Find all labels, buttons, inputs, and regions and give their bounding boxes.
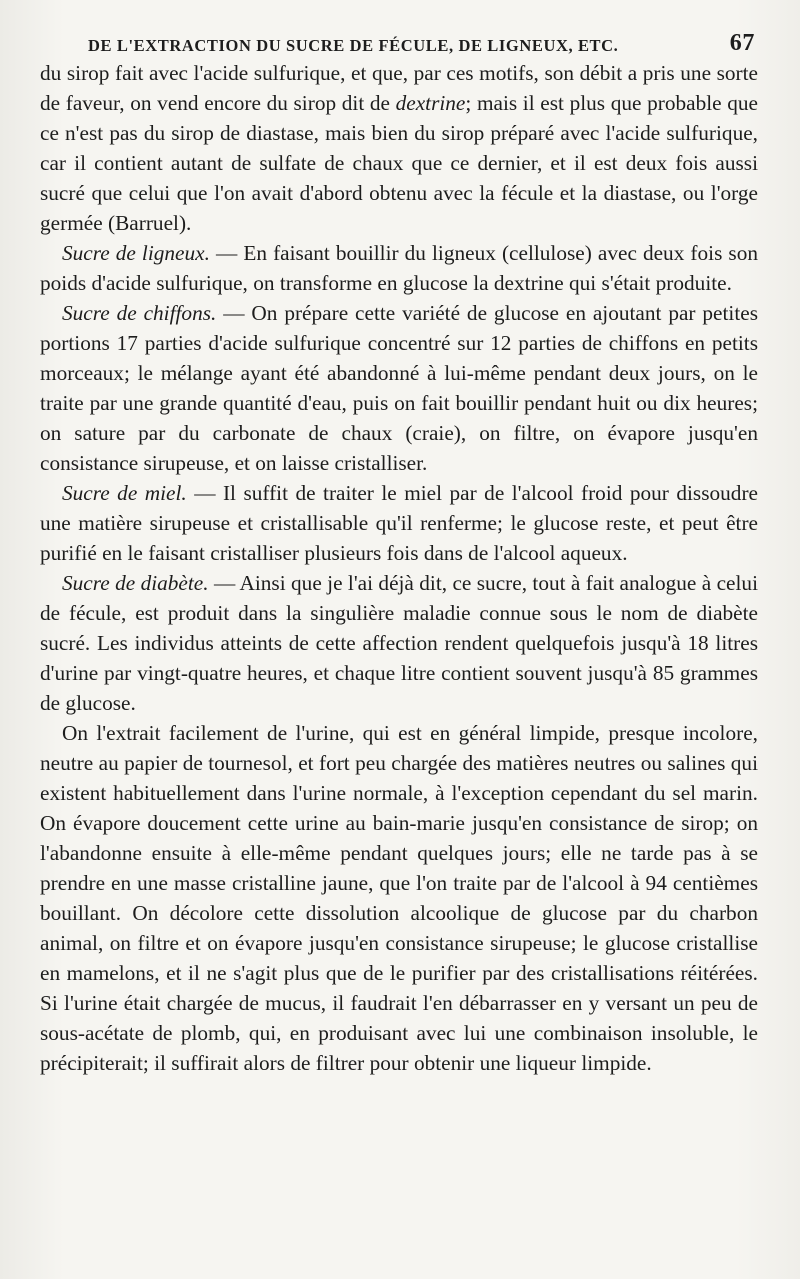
paragraph-sucre-de-miel: Sucre de miel. — Il suffit de traiter le miel par de l'alcool froid pour dissoudre une matière sirupeuse et cristallisable qu'il renferme; le glucose reste, et peut être purifié en le faisant cristalliser plusieurs fois dans de l'alcool aqueux. — [40, 481, 758, 565]
paragraph-sucre-de-ligneux: Sucre de ligneux. — En faisant bouillir du ligneux (cellulose) avec deux fois son poids d'acide sulfurique, on transforme en glucose la dextrine qui s'était produite. — [40, 241, 758, 295]
paragraph-continuation: du sirop fait avec l'acide sulfurique, et que, par ces motifs, son débit a pris une sorte de faveur, on vend encore du sirop dit de dextrine; mais il est plus que probable que ce n'est pas du sirop de diastase, mais bien du sirop préparé avec l'acide sulfurique, car il contient autant de sulfate de chaux que ce dernier, et il est deux fois aussi sucré que celui que l'on avait d'abord obtenu avec la fécule et la diastase, ou l'orge germée (Barruel). — [40, 61, 758, 235]
paragraph-extraction-urine: On l'extrait facilement de l'urine, qui est en général limpide, presque incolore, neutre au papier de tournesol, et fort peu chargée des matières neutres ou salines qui existent habituellement dans l'urine normale, à l'exception cependant du sel marin. On évapore doucement cette urine au bain-marie jusqu'en consistance de sirop; on l'abandonne ensuite à elle-même pendant quelques jours; elle ne tarde pas à se prendre en une masse cristalline jaune, que l'on traite par de l'alcool à 94 centièmes bouillant. On décolore cette dissolution alcoolique de glucose par du charbon animal, on filtre et on évapore jusqu'en consistance sirupeuse; le glucose cristallise en mamelons, et il ne s'agit plus que de le purifier par des cristallisations réitérées. Si l'urine était chargée de mucus, il faudrait l'en débarrasser en y versant un peu de sous-acétate de plomb, qui, en produisant avec lui une combinaison insoluble, le précipiterait; il suffirait alors de filtrer pour obtenir une liqueur limpide. — [40, 721, 758, 1075]
section-heading: Sucre de ligneux. — [62, 241, 210, 265]
italic-term: dextrine — [395, 91, 466, 115]
section-heading: Sucre de chiffons. — [62, 301, 217, 325]
paragraph-sucre-de-diabete: Sucre de diabète. — Ainsi que je l'ai déjà dit, ce sucre, tout à fait analogue à celui de fécule, est produit dans la singulière maladie connue sous le nom de diabète sucré. Les individus atteints de cette affection rendent quelquefois jusqu'à 18 litres d'urine par vingt-quatre heures, et chaque litre contient souvent jusqu'à 85 grammes de glucose. — [40, 571, 758, 715]
running-title: DE L'EXTRACTION DU SUCRE DE FÉCULE, DE LIGNEUX, ETC. — [88, 36, 619, 55]
body-text — [40, 58, 758, 1078]
section-heading: Sucre de diabète. — [62, 571, 209, 595]
page-number: 67 — [729, 30, 755, 56]
paragraph-sucre-de-chiffons: Sucre de chiffons. — On prépare cette variété de glucose en ajoutant par petites portions 17 parties d'acide sulfurique concentré sur 12 parties de chiffons en petits morceaux; le mélange ayant été abandonné à lui-même pendant deux jours, on le traite par une grande quantité d'eau, puis on fait bouillir pendant huit ou dix heures; on sature par du carbonate de chaux (craie), on filtre, on évapore jusqu'en consistance sirupeuse, et on laisse cristalliser. — [40, 301, 759, 475]
section-heading: Sucre de miel. — [62, 481, 187, 505]
